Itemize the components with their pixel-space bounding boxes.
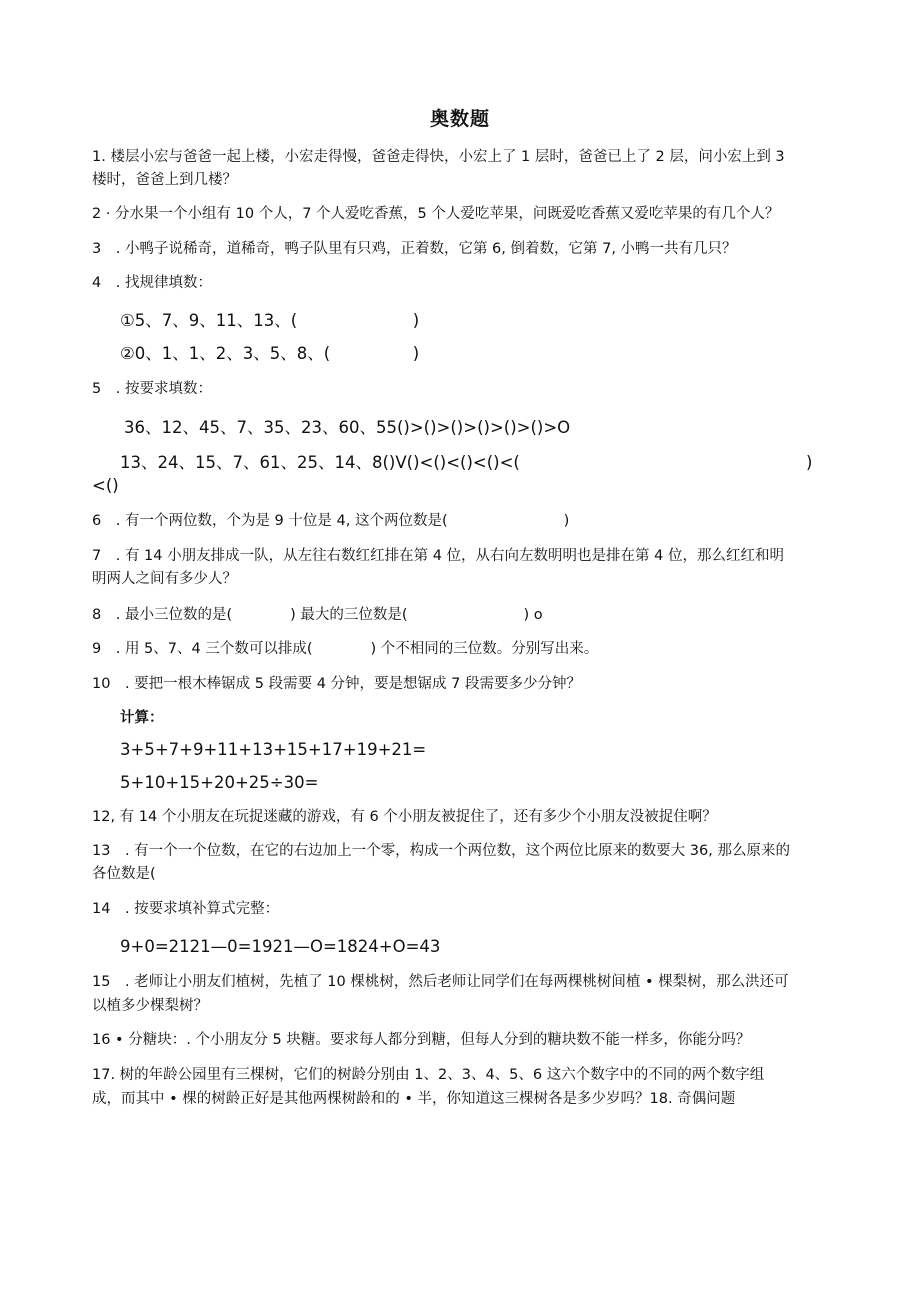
question-17-line-1: 17. 树的年龄公园里有三棵树，它们的树龄分别由 1、2、3、4、5、6 这六个数字中的不同的两个数字组 [92,1067,765,1083]
question-5-row-3: <() [92,476,119,495]
question-7-line-1: 7 . 有 14 小朋友排成一队，从左往右数红红排在第 4 位，从右向左数明明也是排在第 4 位，那么红红和明 [92,548,784,564]
page-title: 奥数题 [429,108,490,130]
question-7-line-2: 明两人之间有多少人？ [92,571,237,587]
question-4-sequence-1: ①5、7、9、11、13、( ) [120,311,420,330]
question-10: 10 . 要把一根木棒锯成 5 段需要 4 分钟，要是想锯成 7 段需要多少分钟？ [92,676,581,692]
question-12: 12, 有 14 个小朋友在玩捉迷藏的游戏，有 6 个小朋友被捉住了，还有多少个小朋友没被捉住啊？ [92,809,717,825]
question-5-row-2-close: ) [806,453,813,472]
question-5-row-2: 13、24、15、7、61、25、14、8()V()<()<()<()<( [120,453,520,472]
question-17-line-2: 成，而其中 • 棵的树龄正好是其他两棵树龄和的 • 半，你知道这三棵树各是多少岁吗？18. 奇偶问题 [92,1091,736,1107]
question-3: 3 . 小鸭子说稀奇，道稀奇，鸭子队里有只鸡，正着数，它第 6, 倒着数，它第 7, 小鸭一共有几只？ [92,241,737,257]
question-16: 16 • 分糖块：. 个小朋友分 5 块糖。要求每人都分到糖，但每人分到的糖块数不能一样多，你能分吗？ [92,1032,751,1048]
question-14: 14 . 按要求填补算式完整： [92,901,280,917]
calc-expression-2: 5+10+15+20+25÷30= [120,773,319,792]
question-1-line-2: 楼时，爸爸上到几楼？ [92,172,237,188]
question-15-line-1: 15 . 老师让小朋友们植树，先植了 10 棵桃树，然后老师让同学们在每两棵桃树间植 • 棵梨树，那么洪还可 [92,974,789,990]
question-13-line-2: 各位数是( [92,866,156,882]
question-8: 8 . 最小三位数的是( ) 最大的三位数是( ) o [92,607,543,623]
calc-label: 计算： [120,710,164,726]
question-6: 6 . 有一个两位数，个为是 9 十位是 4, 这个两位数是( ) [92,513,570,529]
question-9: 9 . 用 5、7、4 三个数可以排成( ) 个不相同的三位数。分别写出来。 [92,641,599,657]
calc-expression-1: 3+5+7+9+11+13+15+17+19+21= [120,740,427,759]
question-4-sequence-2: ②0、1、1、2、3、5、8、( ) [120,344,420,363]
question-4: 4 . 找规律填数： [92,275,212,291]
question-5-row-1: 36、12、45、7、35、23、60、55()>()>()>()>()>()>O [124,418,571,437]
question-1-line-1: 1. 楼层小宏与爸爸一起上楼，小宏走得慢，爸爸走得快，小宏上了 1 层时，爸爸已上了 2 层，问小宏上到 3 [92,149,785,165]
question-5: 5 . 按要求填数： [92,381,212,397]
question-14-equations: 9+0=2121—0=1921—O=1824+O=43 [120,937,441,956]
question-13-line-1: 13 . 有一个一个位数，在它的右边加上一个零，构成一个两位数，这个两位比原来的数要大 36, 那么原来的 [92,843,790,859]
question-15-line-2: 以植多少棵梨树？ [92,998,208,1014]
question-2: 2 · 分水果一个小组有 10 个人，7 个人爱吃香蕉，5 个人爱吃苹果，问既爱吃香蕉又爱吃苹果的有几个人？ [92,206,780,222]
